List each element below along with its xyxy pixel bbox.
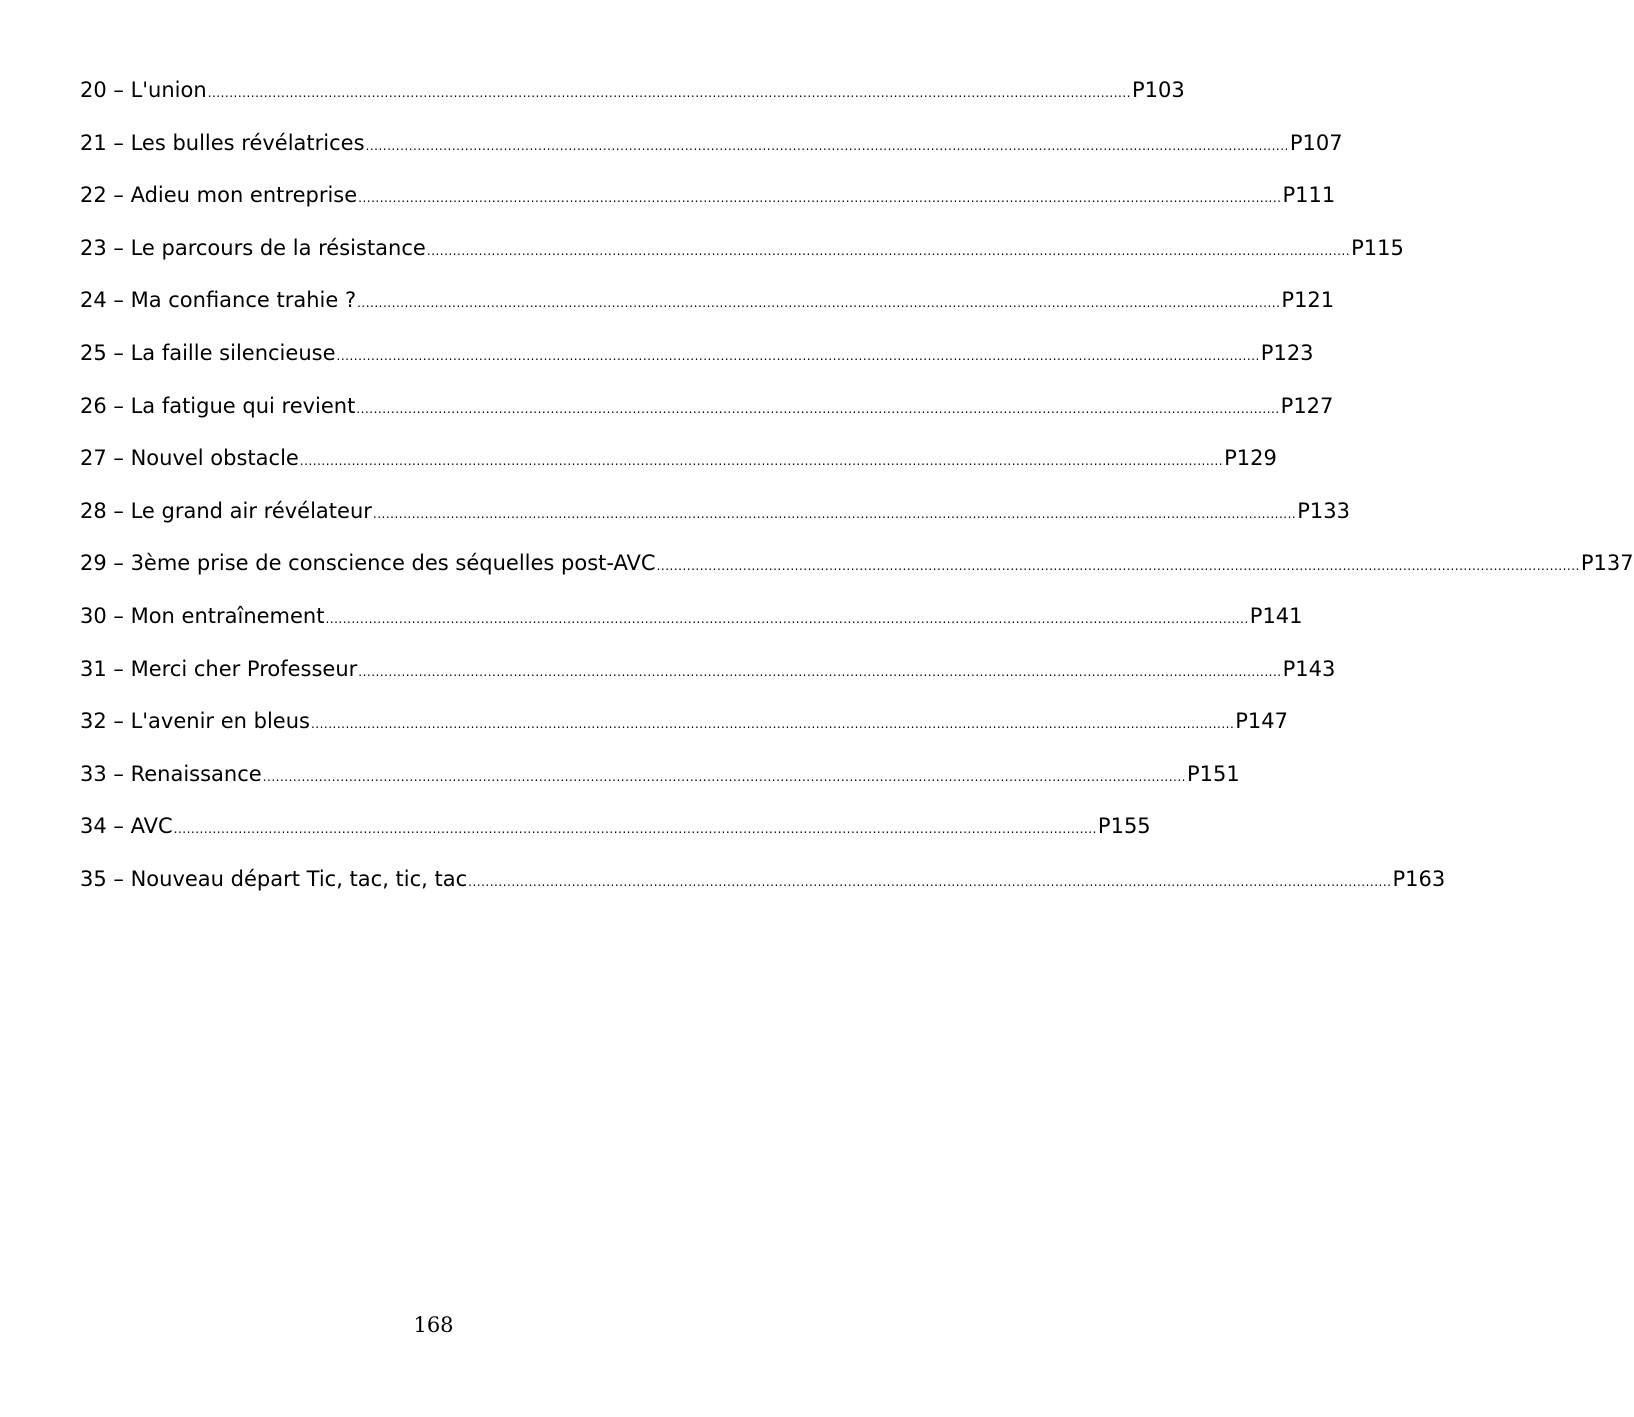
toc-entry-page: P143 — [1282, 656, 1336, 681]
toc-entry-title: 23 – Le parcours de la résistance — [80, 235, 426, 260]
toc-entry-page: P121 — [1281, 288, 1335, 313]
toc-entry — [80, 340, 1314, 394]
toc-entry — [80, 130, 1343, 184]
toc-entry-title: 25 – La faille silencieuse — [80, 340, 336, 365]
toc-entry — [80, 551, 1634, 604]
toc-dot-leader: ...................................................................................................................................................................................................................... — [656, 559, 1580, 574]
toc-entry-title: 20 – L'union — [80, 78, 207, 102]
toc-dot-leader: ...................................................................................................................................................................................................................... — [358, 664, 1282, 679]
toc-entry-page: P163 — [1392, 866, 1446, 891]
toc-entry-title: 31 – Merci cher Professeur — [80, 656, 358, 681]
toc-entry — [80, 393, 1334, 447]
toc-entry-page: P115 — [1351, 235, 1404, 260]
toc-dot-leader: ...................................................................................................................................................................................................................... — [299, 454, 1224, 469]
toc-entry — [80, 656, 1336, 710]
toc-dot-leader: ...................................................................................................................................................................................................................... — [262, 769, 1186, 784]
toc-entry-title: 24 – Ma confiance trahie ? — [80, 288, 357, 313]
toc-entry-page: P111 — [1282, 183, 1336, 208]
toc-entry — [80, 288, 1335, 341]
toc-entry-page: P141 — [1249, 603, 1303, 628]
toc-entry — [80, 814, 1151, 867]
toc-dot-leader: ...................................................................................................................................................................................................................... — [356, 401, 1280, 416]
toc-entry-page: P103 — [1131, 78, 1185, 102]
toc-entry — [80, 235, 1404, 289]
toc-dot-leader: ...................................................................................................................................................................................................................... — [207, 86, 1131, 100]
toc-dot-leader: ...................................................................................................................................................................................................................... — [325, 611, 1249, 626]
toc-entry-page: P147 — [1235, 709, 1289, 734]
toc-entry-page: P133 — [1297, 498, 1350, 523]
toc-entry — [80, 866, 1446, 920]
toc-entry-title: 27 – Nouvel obstacle — [80, 446, 299, 471]
toc-entry-title: 26 – La fatigue qui revient — [80, 393, 356, 418]
toc-dot-leader: ...................................................................................................................................................................................................................... — [357, 296, 1281, 311]
toc-entry — [80, 498, 1350, 552]
toc-entry-page: P127 — [1280, 393, 1334, 418]
toc-entry — [80, 78, 1185, 131]
toc-entry — [80, 446, 1277, 499]
toc-entry-page: P151 — [1186, 761, 1240, 786]
toc-dot-leader: ...................................................................................................................................................................................................................... — [468, 874, 1392, 889]
toc-entry — [80, 183, 1336, 236]
toc-entry-title: 30 – Mon entraînement — [80, 603, 325, 628]
toc-entry-page: P155 — [1097, 814, 1151, 839]
page-number: 168 — [413, 1313, 454, 1337]
toc-entry-page: P129 — [1224, 446, 1277, 471]
toc-entry-title: 22 – Adieu mon entreprise — [80, 183, 358, 208]
toc-entry-title: 32 – L'avenir en bleus — [80, 709, 310, 734]
toc-dot-leader: ...................................................................................................................................................................................................................... — [336, 348, 1260, 363]
toc-entry — [80, 603, 1303, 657]
toc-entry-title: 21 – Les bulles révélatrices — [80, 130, 365, 155]
toc-dot-leader: ...................................................................................................................................................................................................................... — [310, 717, 1235, 732]
toc-dot-leader: ...................................................................................................................................................................................................................... — [173, 822, 1097, 837]
toc-entry-page: P107 — [1289, 130, 1343, 155]
toc-dot-leader: ...................................................................................................................................................................................................................... — [372, 506, 1297, 521]
toc-entry-title: 29 – 3ème prise de conscience des séquelles post-AVC — [80, 551, 656, 576]
toc-dot-leader: ...................................................................................................................................................................................................................... — [365, 138, 1289, 153]
toc-entry-title: 34 – AVC — [80, 814, 173, 839]
table-of-contents — [80, 78, 1634, 920]
toc-entry-title: 28 – Le grand air révélateur — [80, 498, 372, 523]
toc-entry — [80, 761, 1240, 815]
toc-entry — [80, 709, 1289, 762]
toc-entry-title: 35 – Nouveau départ Tic, tac, tic, tac — [80, 866, 468, 891]
toc-entry-page: P123 — [1260, 340, 1314, 365]
toc-entry-page: P137 — [1580, 551, 1634, 576]
toc-dot-leader: ...................................................................................................................................................................................................................... — [358, 191, 1282, 206]
toc-entry-title: 33 – Renaissance — [80, 761, 262, 786]
toc-dot-leader: ...................................................................................................................................................................................................................... — [426, 243, 1351, 258]
